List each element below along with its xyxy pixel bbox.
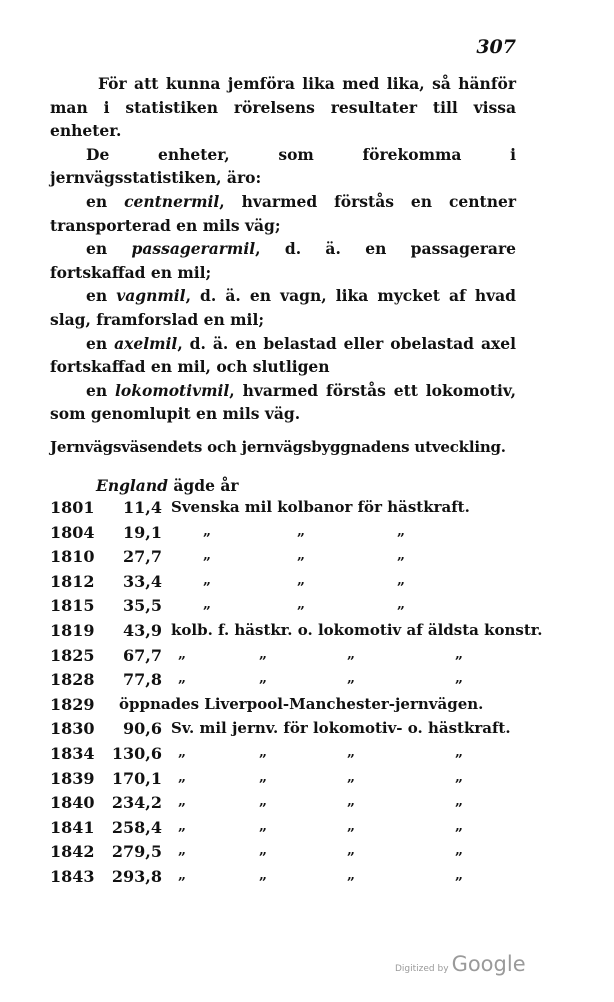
ditto-mark: „ xyxy=(347,817,356,834)
year-cell: 1841 xyxy=(50,817,95,837)
year-cell: 1830 xyxy=(50,719,95,739)
table-row xyxy=(50,842,530,867)
ditto-mark: „ xyxy=(455,817,464,834)
ditto-mark: „ xyxy=(297,547,306,564)
ditto-mark: „ xyxy=(455,768,464,785)
length-cell: 43,9 xyxy=(123,620,162,640)
watermark-prefix: Digitized by xyxy=(395,964,449,974)
length-cell: 279,5 xyxy=(111,842,162,862)
ditto-mark: „ xyxy=(203,596,212,613)
table-row xyxy=(50,769,530,794)
ditto-mark: „ xyxy=(297,571,306,588)
paragraph-text: en xyxy=(86,239,132,259)
ditto-mark: „ xyxy=(347,793,356,810)
table-row xyxy=(50,646,530,671)
defined-term: centnermil xyxy=(124,191,220,211)
length-cell: 35,5 xyxy=(123,596,162,616)
table-row xyxy=(50,670,530,695)
paragraph-text: en xyxy=(86,380,116,400)
year-cell: 1815 xyxy=(50,596,95,616)
year-cell: 1840 xyxy=(50,793,95,813)
google-logo: Google xyxy=(451,952,526,976)
length-cell: 170,1 xyxy=(111,768,162,788)
ditto-mark: „ xyxy=(259,743,268,760)
ditto-mark: „ xyxy=(397,571,406,588)
description-cell: Sv. mil jernv. för lokomotiv- o. hästkraft. xyxy=(171,719,511,738)
description-cell: kolb. f. hästkr. o. lokomotiv af äldsta konstr. xyxy=(171,620,543,639)
paragraph xyxy=(50,72,516,143)
defined-term: passagerarmil xyxy=(131,239,256,259)
ditto-mark: „ xyxy=(259,866,268,883)
digitized-watermark xyxy=(395,952,526,976)
ditto-mark: „ xyxy=(455,866,464,883)
length-cell: 293,8 xyxy=(111,866,162,886)
ditto-mark: „ xyxy=(259,645,268,662)
ditto-mark: „ xyxy=(347,645,356,662)
body-text xyxy=(50,72,516,426)
table-intro xyxy=(96,476,239,495)
paragraph-text: , d. ä. en belastad eller obelastad axel fortskaffad en mil, och slutligen xyxy=(50,333,517,377)
ditto-mark: „ xyxy=(347,768,356,785)
table-row xyxy=(50,620,543,646)
ditto-mark: „ xyxy=(455,793,464,810)
paragraph-text: , d. ä. en vagn, lika mycket af hvad slag, framforslad en mil; xyxy=(50,286,516,329)
year-cell: 1839 xyxy=(50,768,95,788)
ditto-mark: „ xyxy=(178,793,187,810)
ditto-mark: „ xyxy=(178,817,187,834)
page-number: 307 xyxy=(476,36,516,58)
ditto-mark: „ xyxy=(455,670,464,687)
ditto-mark: „ xyxy=(203,522,212,539)
table-intro-text: ägde år xyxy=(167,476,239,495)
length-cell: 27,7 xyxy=(123,547,162,567)
table-row xyxy=(50,695,530,720)
table-row xyxy=(50,547,530,572)
table-row xyxy=(50,596,530,621)
paragraph-text: , d. ä. en passagerare fortskaffad en mil; xyxy=(50,239,516,282)
defined-term: vagnmil xyxy=(116,286,186,306)
length-cell: 19,1 xyxy=(123,522,162,542)
ditto-mark: „ xyxy=(178,743,187,760)
country-name: England xyxy=(96,476,168,495)
year-cell: 1828 xyxy=(50,670,95,690)
ditto-mark: „ xyxy=(259,793,268,810)
defined-term: lokomotivmil xyxy=(115,380,230,400)
ditto-mark: „ xyxy=(455,743,464,760)
paragraph-text: en xyxy=(86,286,117,306)
ditto-mark: „ xyxy=(397,596,406,613)
paragraph xyxy=(50,379,516,426)
year-cell: 1825 xyxy=(50,645,95,665)
ditto-mark: „ xyxy=(297,596,306,613)
ditto-mark: „ xyxy=(347,842,356,859)
ditto-mark: „ xyxy=(347,743,356,760)
paragraph-text: en xyxy=(86,191,125,211)
table-row xyxy=(50,498,530,523)
table-row xyxy=(50,818,530,843)
year-cell: 1819 xyxy=(50,620,95,640)
table-row xyxy=(50,523,530,548)
ditto-mark: „ xyxy=(455,842,464,859)
defined-term: axelmil xyxy=(114,333,178,353)
ditto-mark: „ xyxy=(203,547,212,564)
ditto-mark: „ xyxy=(178,842,187,859)
paragraph xyxy=(50,284,516,331)
ditto-mark: „ xyxy=(397,547,406,564)
ditto-mark: „ xyxy=(259,670,268,687)
year-cell: 1812 xyxy=(50,571,95,591)
ditto-mark: „ xyxy=(347,866,356,883)
table-row xyxy=(50,572,530,597)
year-cell: 1843 xyxy=(50,866,95,886)
paragraph xyxy=(50,332,516,379)
event-cell: öppnades Liverpool-Manchester-jernvägen. xyxy=(119,694,484,713)
paragraph-text: , hvarmed förstås ett lokomotiv, som genomlupit en mils väg. xyxy=(50,380,517,424)
year-cell: 1810 xyxy=(50,547,95,567)
paragraph-text: För att kunna jemföra lika med lika, så hänför man i statistiken rörelsens resultater till vissa enheter. xyxy=(50,74,516,141)
description-cell: Svenska mil kolbanor för hästkraft. xyxy=(171,498,470,516)
ditto-mark: „ xyxy=(259,768,268,785)
railway-table xyxy=(50,498,543,892)
table-row xyxy=(50,719,530,744)
table-row xyxy=(50,867,530,892)
length-cell: 90,6 xyxy=(123,719,162,739)
year-cell: 1801 xyxy=(50,498,95,517)
length-cell: 77,8 xyxy=(123,670,162,690)
paragraph xyxy=(50,190,516,237)
table-row xyxy=(50,793,530,818)
paragraph-text: en xyxy=(86,333,115,353)
year-cell: 1829 xyxy=(50,694,95,714)
ditto-mark: „ xyxy=(178,645,187,662)
table-row xyxy=(50,744,530,769)
ditto-mark: „ xyxy=(203,571,212,588)
ditto-mark: „ xyxy=(347,670,356,687)
length-cell: 234,2 xyxy=(111,793,162,813)
paragraph xyxy=(50,237,516,284)
year-cell: 1804 xyxy=(50,522,95,542)
ditto-mark: „ xyxy=(259,842,268,859)
length-cell: 258,4 xyxy=(111,817,162,837)
ditto-mark: „ xyxy=(297,522,306,539)
ditto-mark: „ xyxy=(178,768,187,785)
year-cell: 1834 xyxy=(50,743,95,763)
length-cell: 130,6 xyxy=(111,743,162,763)
ditto-mark: „ xyxy=(455,645,464,662)
year-cell: 1842 xyxy=(50,842,95,862)
paragraph-text: De enheter, som förekomma i jernvägsstatistiken, äro: xyxy=(50,144,516,188)
length-cell: 33,4 xyxy=(123,571,162,591)
ditto-mark: „ xyxy=(178,670,187,687)
ditto-mark: „ xyxy=(397,522,406,539)
section-heading: Jernvägsväsendets och jernvägsbyggnadens utveckling. xyxy=(50,438,506,456)
ditto-mark: „ xyxy=(259,817,268,834)
ditto-mark: „ xyxy=(178,866,187,883)
paragraph xyxy=(50,143,516,190)
length-cell: 11,4 xyxy=(123,498,162,517)
paragraph-text: , hvarmed förstås en centner transporterad en mils väg; xyxy=(50,191,516,235)
length-cell: 67,7 xyxy=(123,645,162,665)
